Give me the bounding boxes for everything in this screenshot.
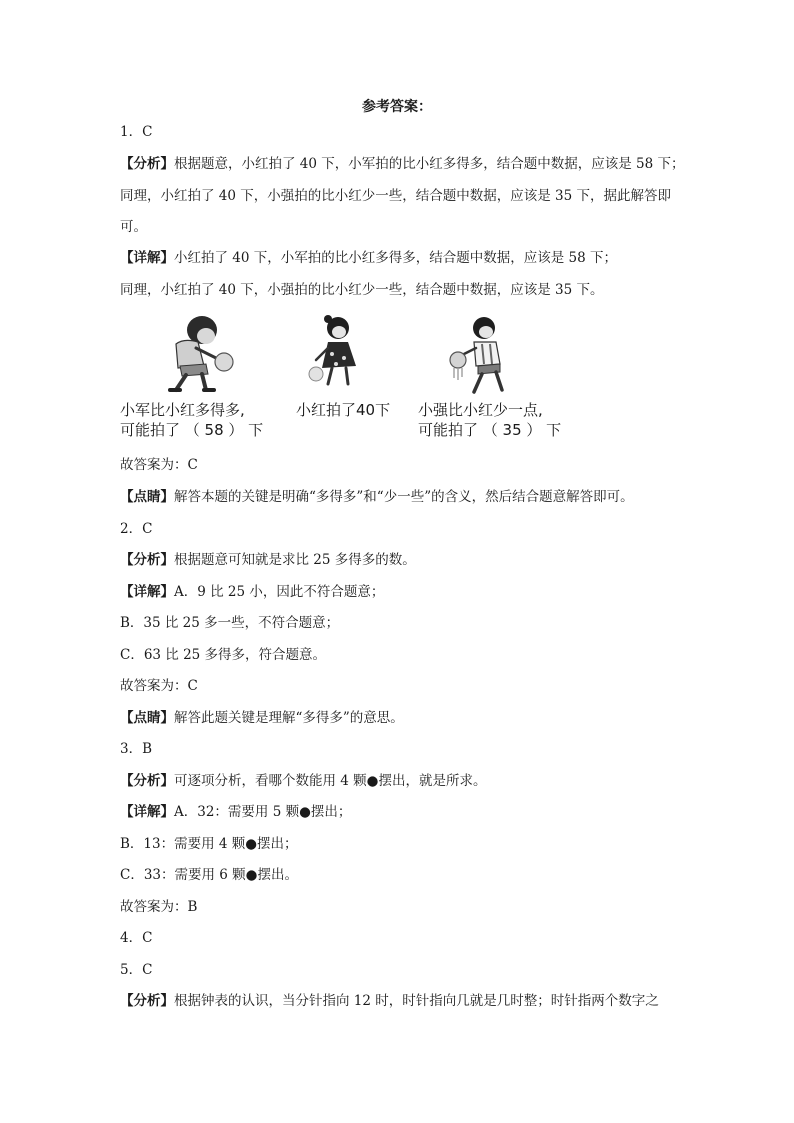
q1-analysis-text: 根据题意，小红拍了 40 下，小军拍的比小红多得多，结合题中数据，应该是 58 下； bbox=[174, 156, 685, 172]
q3-number: 3．B bbox=[120, 741, 153, 757]
detail-tag: 【详解】 bbox=[120, 804, 174, 820]
detail-tag: 【详解】 bbox=[120, 584, 174, 600]
q2-detail-a-text: A．9 比 25 小，因此不符合题意； bbox=[174, 584, 385, 600]
q3-detail-a-text: A．32：需要用 5 颗●摆出； bbox=[174, 804, 352, 820]
q2-comment bbox=[120, 708, 404, 728]
q1-comment bbox=[120, 487, 634, 507]
q2-analysis-text: 根据题意可知就是求比 25 多得多的数。 bbox=[174, 552, 416, 568]
comment-tag: 【点睛】 bbox=[120, 489, 174, 505]
q2-comment-text: 解答此题关键是理解“多得多”的意思。 bbox=[174, 710, 404, 726]
boy-bouncing-ball-image bbox=[158, 312, 246, 394]
analysis-tag: 【分析】 bbox=[120, 156, 174, 172]
caption-xiaojun-line-1: 小军比小红多得多, bbox=[120, 401, 245, 419]
q1-comment-text: 解答本题的关键是明确“多得多”和“少一些”的含义，然后结合题意解答即可。 bbox=[174, 489, 634, 505]
caption-xiaojun-line-2: 可能拍了 （ 58 ） 下 bbox=[120, 421, 264, 439]
q3-detail-a bbox=[120, 802, 351, 822]
q1-detail-line-1 bbox=[120, 248, 617, 268]
q1-detail-line-2: 同理，小红拍了 40 下，小强拍的比小红少一些，结合题中数据，应该是 35 下。 bbox=[120, 282, 604, 298]
analysis-tag: 【分析】 bbox=[120, 773, 174, 789]
q2-number: 2．C bbox=[120, 521, 153, 537]
detail-tag: 【详解】 bbox=[120, 250, 174, 266]
q3-detail-b: B．13：需要用 4 颗●摆出； bbox=[120, 836, 298, 852]
q1-detail-text: 小红拍了 40 下，小军拍的比小红多得多，结合题中数据，应该是 58 下； bbox=[174, 250, 618, 266]
caption-xiaoqiang-line-2: 可能拍了 （ 35 ） 下 bbox=[418, 421, 562, 439]
q3-analysis-text: 可逐项分析，看哪个数能用 4 颗●摆出，就是所求。 bbox=[174, 773, 487, 789]
q2-detail-b: B．35 比 25 多一些，不符合题意； bbox=[120, 615, 340, 631]
comment-tag: 【点睛】 bbox=[120, 710, 174, 726]
q2-answer: 故答案为：C bbox=[120, 678, 198, 694]
q5-analysis bbox=[120, 991, 659, 1011]
q3-answer: 故答案为：B bbox=[120, 899, 198, 915]
boy-dribbling-ball-image bbox=[444, 314, 514, 396]
q1-answer: 故答案为：C bbox=[120, 457, 198, 473]
q3-detail-c: C．33：需要用 6 颗●摆出。 bbox=[120, 867, 298, 883]
girl-bouncing-ball-image bbox=[306, 314, 366, 394]
q4-number: 4．C bbox=[120, 930, 153, 946]
q5-analysis-text: 根据钟表的认识，当分针指向 12 时，时针指向几就是几时整；时针指两个数字之 bbox=[174, 993, 659, 1009]
analysis-tag: 【分析】 bbox=[120, 552, 174, 568]
caption-xiaoqiang-line-1: 小强比小红少一点, bbox=[418, 401, 543, 419]
q3-analysis bbox=[120, 771, 486, 791]
page-title: 参考答案： bbox=[362, 99, 432, 115]
caption-xiaohong: 小红拍了40下 bbox=[296, 401, 391, 419]
q1-number: 1．C bbox=[120, 124, 153, 140]
q1-analysis-line-1 bbox=[120, 154, 685, 174]
q2-analysis bbox=[120, 550, 416, 570]
q1-analysis-line-2: 同理，小红拍了 40 下，小强拍的比小红少一些，结合题中数据，应该是 35 下，据此解答即 bbox=[120, 188, 672, 204]
analysis-tag: 【分析】 bbox=[120, 993, 174, 1009]
q5-number: 5．C bbox=[120, 962, 153, 978]
q1-illustration bbox=[120, 312, 680, 442]
q1-analysis-line-3: 可。 bbox=[120, 219, 147, 235]
q2-detail-a bbox=[120, 582, 384, 602]
q2-detail-c: C．63 比 25 多得多，符合题意。 bbox=[120, 647, 327, 663]
